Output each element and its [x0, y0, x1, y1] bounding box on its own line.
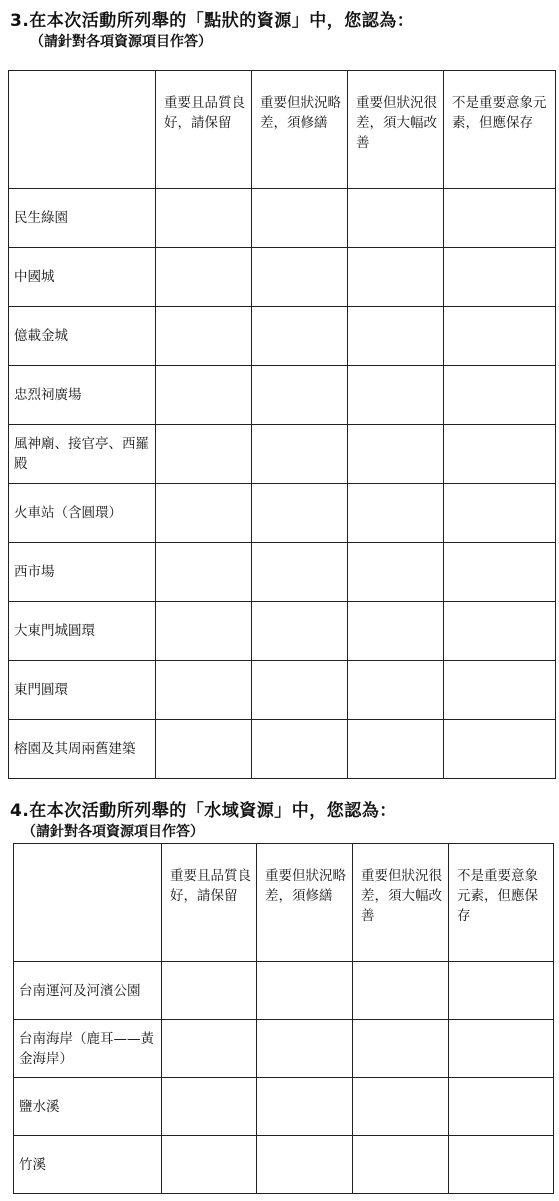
answer-cell[interactable] — [252, 543, 348, 602]
table-row — [9, 543, 556, 602]
answer-cell[interactable] — [444, 661, 556, 720]
row-label: 忠烈祠廣場 — [9, 366, 156, 425]
answer-cell[interactable] — [348, 189, 444, 248]
header-corner-cell — [14, 844, 162, 962]
answer-cell[interactable] — [444, 543, 556, 602]
answer-cell[interactable] — [449, 1136, 554, 1194]
row-label: 竹溪 — [14, 1136, 162, 1194]
header-cell: 重要但狀況很差，須大幅改善 — [353, 844, 449, 962]
row-label: 榕園及其周兩舊建築 — [9, 720, 156, 779]
answer-cell[interactable] — [353, 1078, 449, 1136]
answer-cell[interactable] — [444, 307, 556, 366]
row-label: 億載金城 — [9, 307, 156, 366]
answer-cell[interactable] — [156, 366, 252, 425]
answer-cell[interactable] — [156, 602, 252, 661]
row-label: 中國城 — [9, 248, 156, 307]
answer-cell[interactable] — [252, 425, 348, 484]
answer-cell[interactable] — [444, 248, 556, 307]
answer-cell[interactable] — [252, 366, 348, 425]
answer-cell[interactable] — [449, 1078, 554, 1136]
answer-cell[interactable] — [353, 1136, 449, 1194]
table-row — [9, 189, 556, 248]
question-4-note: （請針對各項資源項目作答） — [22, 824, 204, 840]
table-row — [9, 720, 556, 779]
table-row — [9, 248, 556, 307]
answer-cell[interactable] — [348, 602, 444, 661]
answer-cell[interactable] — [252, 189, 348, 248]
answer-cell[interactable] — [162, 1020, 257, 1078]
answer-cell[interactable] — [444, 484, 556, 543]
answer-cell[interactable] — [252, 720, 348, 779]
answer-cell[interactable] — [444, 425, 556, 484]
answer-cell[interactable] — [444, 602, 556, 661]
question-3-title: 3.在本次活動所列舉的「點狀的資源」中，您認為： — [10, 11, 415, 31]
table-header-row — [9, 71, 556, 189]
header-cell: 重要但狀況很差，須大幅改善 — [348, 71, 444, 189]
answer-cell[interactable] — [257, 1020, 353, 1078]
answer-cell[interactable] — [444, 720, 556, 779]
answer-cell[interactable] — [257, 1078, 353, 1136]
answer-cell[interactable] — [257, 962, 353, 1020]
table-row — [9, 307, 556, 366]
answer-cell[interactable] — [252, 307, 348, 366]
row-label: 東門圓環 — [9, 661, 156, 720]
header-cell: 重要但狀況略差，須修繕 — [252, 71, 348, 189]
answer-cell[interactable] — [156, 248, 252, 307]
answer-cell[interactable] — [162, 962, 257, 1020]
row-label: 台南運河及河濱公園 — [14, 962, 162, 1020]
answer-cell[interactable] — [156, 661, 252, 720]
answer-cell[interactable] — [252, 602, 348, 661]
question-4-table — [13, 843, 554, 1194]
header-cell: 不是重要意象元素，但應保存 — [444, 71, 556, 189]
answer-cell[interactable] — [353, 962, 449, 1020]
answer-cell[interactable] — [348, 543, 444, 602]
header-cell: 重要且品質良好，請保留 — [162, 844, 257, 962]
table-row — [14, 1078, 554, 1136]
table-row — [9, 484, 556, 543]
answer-cell[interactable] — [348, 307, 444, 366]
answer-cell[interactable] — [348, 366, 444, 425]
answer-cell[interactable] — [162, 1136, 257, 1194]
answer-cell[interactable] — [449, 1020, 554, 1078]
answer-cell[interactable] — [348, 248, 444, 307]
answer-cell[interactable] — [252, 484, 348, 543]
table-row — [14, 1020, 554, 1078]
answer-cell[interactable] — [257, 1136, 353, 1194]
answer-cell[interactable] — [156, 189, 252, 248]
table-row — [9, 661, 556, 720]
answer-cell[interactable] — [252, 661, 348, 720]
table-header-row — [14, 844, 554, 962]
question-3-table — [8, 70, 556, 779]
answer-cell[interactable] — [444, 366, 556, 425]
row-label: 民生綠園 — [9, 189, 156, 248]
answer-cell[interactable] — [348, 720, 444, 779]
answer-cell[interactable] — [252, 248, 348, 307]
header-corner-cell — [9, 71, 156, 189]
row-label: 西市場 — [9, 543, 156, 602]
answer-cell[interactable] — [156, 307, 252, 366]
table-row — [14, 962, 554, 1020]
question-3-note: （請針對各項資源項目作答） — [30, 34, 212, 50]
table-row — [14, 1136, 554, 1194]
row-label: 大東門城圓環 — [9, 602, 156, 661]
answer-cell[interactable] — [162, 1078, 257, 1136]
answer-cell[interactable] — [156, 720, 252, 779]
row-label: 風神廟、接官亭、西羅殿 — [9, 425, 156, 484]
header-cell: 重要但狀況略差，須修繕 — [257, 844, 353, 962]
table-row — [9, 366, 556, 425]
table-row — [9, 602, 556, 661]
answer-cell[interactable] — [156, 484, 252, 543]
table-row — [9, 425, 556, 484]
answer-cell[interactable] — [348, 661, 444, 720]
answer-cell[interactable] — [449, 962, 554, 1020]
header-cell: 不是重要意象元素，但應保存 — [449, 844, 554, 962]
answer-cell[interactable] — [348, 484, 444, 543]
answer-cell[interactable] — [353, 1020, 449, 1078]
answer-cell[interactable] — [156, 425, 252, 484]
question-4-title: 4.在本次活動所列舉的「水域資源」中，您認為： — [10, 801, 397, 821]
answer-cell[interactable] — [348, 425, 444, 484]
answer-cell[interactable] — [156, 543, 252, 602]
answer-cell[interactable] — [444, 189, 556, 248]
row-label: 鹽水溪 — [14, 1078, 162, 1136]
header-cell: 重要且品質良好，請保留 — [156, 71, 252, 189]
row-label: 火車站（含圓環） — [9, 484, 156, 543]
row-label: 台南海岸（鹿耳——黃金海岸） — [14, 1020, 162, 1078]
